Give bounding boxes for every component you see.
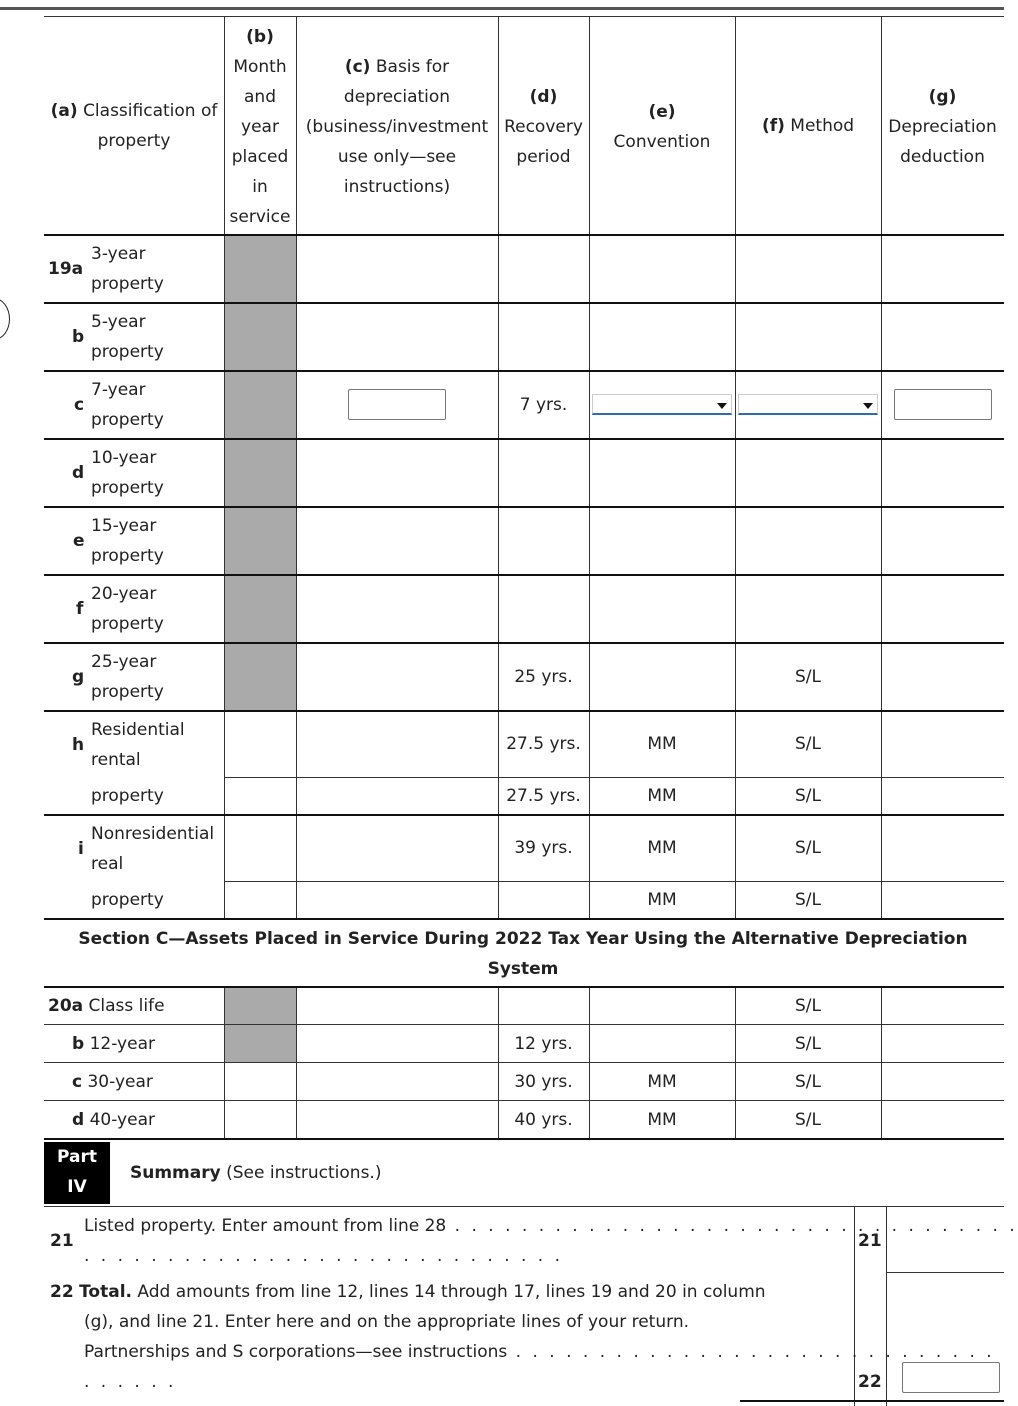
method-19h-1: S/L	[795, 734, 821, 754]
shaded-20a-b	[225, 988, 296, 1062]
row-20b-num: b	[72, 1034, 85, 1054]
row-19i-num: i	[78, 839, 84, 859]
rule-19h	[44, 814, 1004, 816]
rule-20-top	[44, 986, 1004, 988]
rule-19f	[44, 642, 1004, 644]
header-b-l2: and	[244, 87, 276, 107]
top-strip	[0, 0, 1004, 10]
rule-20a	[44, 1024, 1004, 1025]
row-19f-l2: property	[91, 614, 164, 634]
period-20c: 30 yrs.	[514, 1072, 573, 1092]
method-20a: S/L	[795, 996, 821, 1016]
header-e-letter: (e)	[648, 102, 676, 122]
part-iv-badge	[44, 1142, 110, 1204]
conv-19h-2: MM	[647, 786, 677, 806]
header-c-l2: depreciation	[343, 87, 451, 107]
shaded-19a-g	[225, 236, 296, 710]
row-19b-num: b	[72, 327, 85, 347]
row-20d-label: 40-year	[89, 1110, 155, 1130]
part-iv-title	[130, 1158, 381, 1188]
row-20b	[72, 1029, 155, 1059]
header-e	[589, 97, 735, 157]
row-19h-l3: property	[91, 786, 164, 806]
header-a-letter: (a)	[50, 101, 78, 121]
period-19i-1: 39 yrs.	[514, 838, 573, 858]
row-20d-num: d	[72, 1110, 85, 1130]
line-22-bold: Total.	[79, 1282, 132, 1302]
row-19a-num: 19a	[48, 259, 84, 279]
row-19f-num: f	[76, 599, 84, 619]
row-19e-l2: property	[91, 546, 164, 566]
rule-19h-mid	[224, 777, 1004, 778]
conv-19i-1: MM	[647, 838, 677, 858]
row-19b-l2: property	[91, 342, 164, 362]
section-c-title: Section C—Assets Placed in Service During 2022 Tax Year Using the Alternative Depreciation System	[78, 929, 968, 979]
rule-21	[886, 1272, 1004, 1273]
row-20a	[48, 991, 165, 1021]
total-22-input[interactable]	[902, 1362, 1000, 1393]
row-20d	[72, 1105, 155, 1135]
header-b-l6: service	[229, 207, 291, 227]
period-20b: 12 yrs.	[514, 1034, 573, 1054]
header-f	[735, 111, 881, 141]
rule-19c	[44, 438, 1004, 440]
rule-19i-mid	[224, 881, 1004, 882]
header-g-l1: Depreciation	[888, 117, 997, 137]
line-21-label: Listed property. Enter amount from line 28	[84, 1216, 447, 1236]
conv-20d: MM	[647, 1110, 677, 1130]
bottom-strip	[740, 1400, 1004, 1402]
header-d-l1: Recovery	[504, 117, 583, 137]
header-b-letter: (b)	[246, 27, 274, 47]
part-label: Part	[57, 1147, 97, 1167]
header-b-l1: Month	[233, 57, 287, 77]
header-g	[881, 82, 1004, 172]
part-iv-title-bold: Summary	[130, 1163, 221, 1183]
row-19h-l1: Residential	[91, 720, 185, 740]
header-a-text: Classification of property	[83, 101, 218, 151]
header-b-l5: in	[252, 177, 268, 197]
line-22-leader: . . . . . . . . . . . . . . . . . . . . . . . . . . . . .	[507, 1342, 995, 1362]
rule-part4	[44, 1206, 1004, 1207]
line-22-l1	[50, 1277, 766, 1307]
method-20c: S/L	[795, 1072, 821, 1092]
method-19i-2: S/L	[795, 890, 821, 910]
row-19g-l2: property	[91, 682, 164, 702]
rule-20b	[44, 1062, 1004, 1063]
header-g-letter: (g)	[928, 87, 957, 107]
header-g-l2: deduction	[900, 147, 985, 167]
rule-19b	[44, 370, 1004, 372]
line-22-box-label: 22	[858, 1372, 882, 1392]
header-c-l5: instructions)	[343, 177, 451, 197]
row-20c-num: c	[72, 1072, 83, 1092]
method-19h-2: S/L	[795, 786, 821, 806]
row-19g-num: g	[72, 667, 85, 687]
row-19c-l1: 7-year	[91, 380, 146, 400]
convention-19c-select[interactable]	[592, 394, 732, 415]
part-iv-title-rest: (See instructions.)	[226, 1163, 382, 1183]
header-f-letter: (f)	[761, 116, 785, 136]
row-19g-l1: 25-year	[91, 652, 157, 672]
row-19i-l3: property	[91, 890, 164, 910]
conv-19h-1: MM	[647, 734, 677, 754]
line-22-l3	[84, 1337, 995, 1367]
row-20c-label: 30-year	[87, 1072, 153, 1092]
line-21-leader-2: . . . . . . . . . . . . . . . . . . . . . . . . . . . . .	[84, 1246, 564, 1266]
row-19a-l2: property	[91, 274, 164, 294]
row-19c-num: c	[74, 395, 85, 415]
header-top-rule	[44, 16, 1004, 17]
header-b-l4: placed	[231, 147, 289, 167]
rule-20c	[44, 1100, 1004, 1101]
conv-20c: MM	[647, 1072, 677, 1092]
header-b-l3: year	[241, 117, 279, 137]
line-21-box-sep	[854, 1207, 855, 1406]
header-a	[44, 96, 224, 156]
chevron-down-icon	[863, 403, 873, 409]
row-20a-num: 20a	[48, 996, 84, 1016]
row-19i-l2: real	[91, 854, 124, 874]
header-d-letter: (d)	[529, 87, 558, 107]
period-19c: 7 yrs.	[519, 395, 568, 415]
header-d	[498, 82, 589, 172]
scroll-circle-edge	[0, 298, 10, 340]
row-20a-label: Class life	[88, 996, 165, 1016]
method-20b: S/L	[795, 1034, 821, 1054]
header-e-l1: Convention	[613, 132, 711, 152]
line-21-leader: . . . . . . . . . . . . . . . . . . . . . . . . . . . . . . . . . .	[446, 1216, 1018, 1236]
period-19h-1: 27.5 yrs.	[506, 734, 581, 754]
header-c-l4: use only—see	[337, 147, 457, 167]
row-20b-label: 12-year	[89, 1034, 155, 1054]
line-22-text3: Partnerships and S corporations—see instructions	[84, 1342, 508, 1362]
method-19g: S/L	[795, 667, 821, 687]
period-19g: 25 yrs.	[514, 667, 573, 687]
header-c-l3: (business/investment	[305, 117, 489, 137]
row-20c	[72, 1067, 153, 1097]
method-19i-1: S/L	[795, 838, 821, 858]
row-19a-l1: 3-year	[91, 244, 146, 264]
line-21-box-sep2	[886, 1207, 887, 1406]
line-22-l2: (g), and line 21. Enter here and on the appropriate lines of your return.	[84, 1312, 689, 1332]
line-22-num: 22	[50, 1282, 74, 1302]
header-c-letter: (c)	[344, 57, 371, 77]
chevron-down-icon	[717, 403, 727, 409]
row-19f-l1: 20-year	[91, 584, 157, 604]
row-19d-l1: 10-year	[91, 448, 157, 468]
rule-19a	[44, 302, 1004, 304]
deduction-19c-input[interactable]	[894, 389, 992, 420]
row-19e-l1: 15-year	[91, 516, 157, 536]
line-21-box-label: 21	[858, 1231, 882, 1251]
conv-19i-2: MM	[647, 890, 677, 910]
row-19c-l2: property	[91, 410, 164, 430]
header-d-l2: period	[516, 147, 571, 167]
basis-19c-input[interactable]	[348, 389, 446, 420]
line-22-leader-2: . . . . . .	[84, 1372, 177, 1392]
period-19h-2: 27.5 yrs.	[506, 786, 581, 806]
method-20d: S/L	[795, 1110, 821, 1130]
row-19d-num: d	[72, 463, 85, 483]
row-19h-l2: rental	[91, 750, 141, 770]
rule-19d	[44, 506, 1004, 508]
row-19e-num: e	[73, 531, 85, 551]
rule-19i	[44, 918, 1004, 920]
rule-19e	[44, 574, 1004, 576]
line-21-num: 21	[50, 1231, 74, 1251]
row-19i-l1: Nonresidential	[91, 824, 215, 844]
part-num: IV	[67, 1177, 87, 1197]
rule-20d	[44, 1138, 1004, 1140]
rule-header-bottom	[44, 234, 1004, 236]
method-19c-select[interactable]	[738, 394, 878, 415]
header-f-text: Method	[790, 116, 855, 136]
header-b	[224, 22, 296, 232]
row-19h-num: h	[72, 735, 85, 755]
header-c-l1: Basis for	[375, 57, 450, 77]
row-19b-l1: 5-year	[91, 312, 146, 332]
header-c	[296, 52, 498, 202]
line-22-text1: Add amounts from line 12, lines 14 through 17, lines 19 and 20 in column	[137, 1282, 766, 1302]
row-19d-l2: property	[91, 478, 164, 498]
period-20d: 40 yrs.	[514, 1110, 573, 1130]
rule-19g	[44, 710, 1004, 712]
